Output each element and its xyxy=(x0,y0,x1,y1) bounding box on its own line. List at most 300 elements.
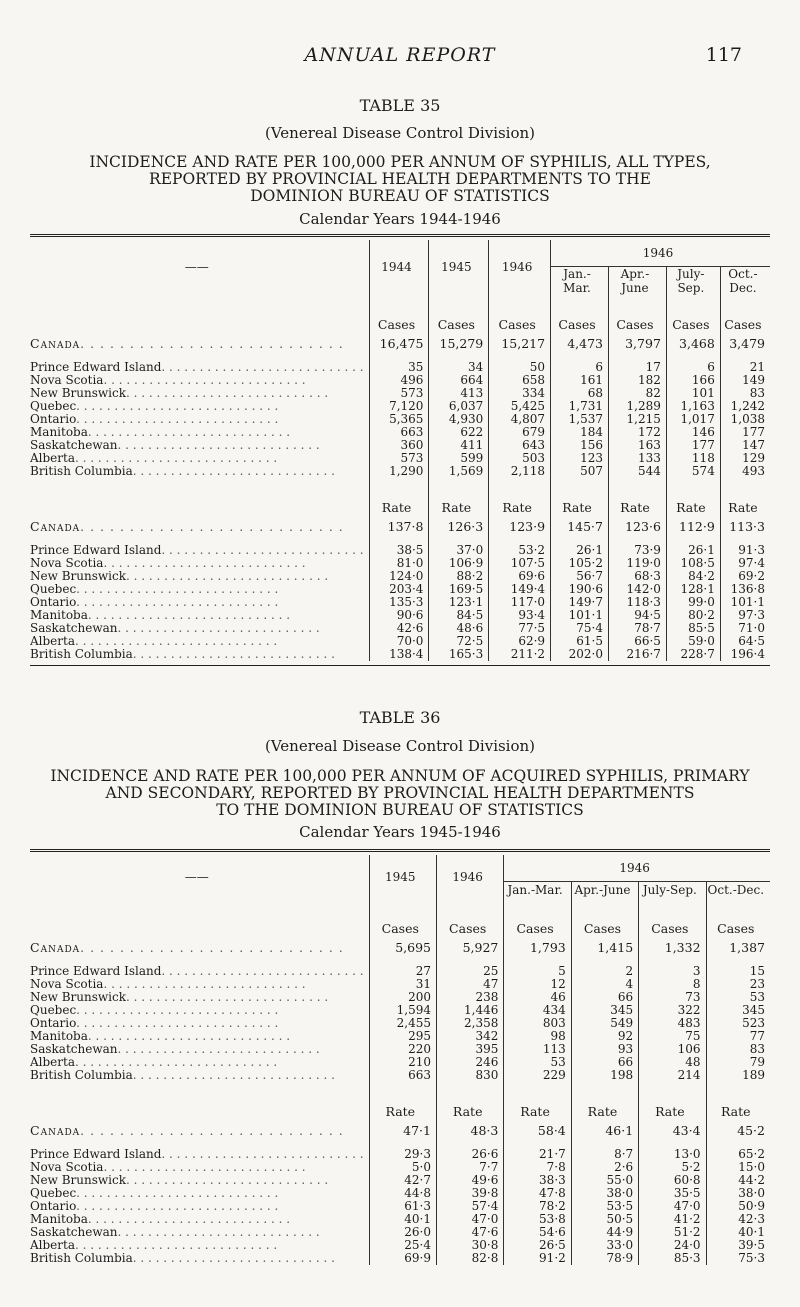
province-name: New Brunswick xyxy=(30,1174,126,1187)
row-label xyxy=(30,936,369,965)
running-title: ANNUAL REPORT xyxy=(304,44,496,66)
value-cell: 105·2 xyxy=(551,557,609,570)
province-name: Nova Scotia xyxy=(30,1161,104,1174)
value-cell: 25·4 xyxy=(369,1239,436,1252)
leader-dots: . . . . . . . . . . . . . . . . . . . . . . . . . . . xyxy=(75,451,278,465)
value-cell: 53 xyxy=(706,991,770,1004)
value-cell: 15,279 xyxy=(429,332,489,361)
table-36-body xyxy=(30,899,770,1265)
table-35-body xyxy=(30,295,770,661)
table-row xyxy=(30,1148,770,1161)
value-cell: 113 xyxy=(504,1043,571,1056)
province-name: Nova Scotia xyxy=(30,978,104,991)
value-cell: 48·6 xyxy=(429,622,489,635)
value-cell: 156 xyxy=(551,439,609,452)
table-row xyxy=(30,1213,770,1226)
value-cell: 40·1 xyxy=(369,1213,436,1226)
value-cell: 84·5 xyxy=(429,609,489,622)
table-36-title xyxy=(0,768,800,819)
province-name: Quebec xyxy=(30,1187,77,1200)
value-cell: 112·9 xyxy=(666,515,720,544)
unit-label: Rate xyxy=(666,478,720,515)
row-label xyxy=(30,413,369,426)
value-cell: 38·0 xyxy=(706,1187,770,1200)
title-line: REPORTED BY PROVINCIAL HEALTH DEPARTMENTS TO THE xyxy=(149,170,651,188)
province-name: Canada xyxy=(30,518,81,534)
province-name: Prince Edward Island xyxy=(30,1148,162,1161)
unit-label: Rate xyxy=(369,478,429,515)
unit-label: Cases xyxy=(551,295,609,332)
row-label xyxy=(30,1069,369,1082)
row-label xyxy=(30,583,369,596)
table-row xyxy=(30,1174,770,1187)
value-cell: 58·4 xyxy=(504,1119,571,1148)
row-label xyxy=(30,465,369,478)
province-name: New Brunswick xyxy=(30,386,126,400)
value-cell: 574 xyxy=(666,465,720,478)
value-cell: 145·7 xyxy=(551,515,609,544)
value-cell: 26·1 xyxy=(551,544,609,557)
value-cell: 1,446 xyxy=(436,1004,503,1017)
table-row xyxy=(30,1161,770,1174)
leader-dots: . . . . . . . . . . . . . . . . . . . . . . . . . . . xyxy=(161,543,364,557)
value-cell: 99·0 xyxy=(666,596,720,609)
value-cell: 149·4 xyxy=(489,583,551,596)
value-cell: 7·8 xyxy=(504,1161,571,1174)
table-35 xyxy=(30,240,770,661)
row-label xyxy=(30,1161,369,1174)
value-cell: 503 xyxy=(489,452,551,465)
province-name: British Columbia xyxy=(30,647,133,661)
value-cell: 1,017 xyxy=(666,413,720,426)
value-cell: 523 xyxy=(706,1017,770,1030)
leader-dots: . . . . . . . . . . . . . . . . . . . . . . . . . . . xyxy=(117,1226,320,1239)
value-cell: 2,455 xyxy=(369,1017,436,1030)
value-cell: 56·7 xyxy=(551,570,609,583)
value-cell: 57·4 xyxy=(436,1200,503,1213)
row-label xyxy=(30,1082,369,1119)
value-cell: 803 xyxy=(504,1017,571,1030)
unit-label: Cases xyxy=(639,899,706,936)
table-35-division: (Venereal Disease Control Division) xyxy=(264,124,536,142)
province-name: Manitoba xyxy=(30,425,88,439)
value-cell: 146 xyxy=(666,426,720,439)
table-row xyxy=(30,452,770,465)
value-cell: 147 xyxy=(720,439,770,452)
row-label xyxy=(30,991,369,1004)
table-35-years: Calendar Years 1944-1946 xyxy=(299,210,501,228)
value-cell: 177 xyxy=(720,426,770,439)
province-name: Alberta xyxy=(30,634,75,648)
leader-dots: . . . . . . . . . . . . . . . . . . . . . . . . . . . xyxy=(87,1030,291,1043)
value-cell: 228·7 xyxy=(666,648,720,661)
corner-cell: —— xyxy=(184,870,209,884)
row-label xyxy=(30,570,369,583)
value-cell: 345 xyxy=(571,1004,638,1017)
value-cell: 1,038 xyxy=(720,413,770,426)
leader-dots: . . . . . . . . . . . . . . . . . . . . . . . . . . . xyxy=(103,978,306,991)
value-cell: 106 xyxy=(639,1043,706,1056)
unit-label: Cases xyxy=(436,899,503,936)
row-label xyxy=(30,609,369,622)
quarter-header: July-Sep. xyxy=(639,881,706,899)
table-row xyxy=(30,465,770,478)
value-cell: 177 xyxy=(666,439,720,452)
row-label xyxy=(30,426,369,439)
leader-dots: . . . . . . . . . . . . . . . . . . . . . . . . . . . xyxy=(76,1017,279,1030)
value-cell: 68 xyxy=(551,387,609,400)
value-cell: 29·3 xyxy=(369,1148,436,1161)
leader-dots: . . . . . . . . . . . . . . . . . . . . . . . . . . . xyxy=(125,386,329,400)
value-cell: 119·0 xyxy=(608,557,666,570)
row-label xyxy=(30,1030,369,1043)
value-cell: 108·5 xyxy=(666,557,720,570)
value-cell: 2,118 xyxy=(489,465,551,478)
value-cell: 50·5 xyxy=(571,1213,638,1226)
province-name: Manitoba xyxy=(30,1030,88,1043)
value-cell: 53·8 xyxy=(504,1213,571,1226)
table-row xyxy=(30,400,770,413)
value-cell: 69·2 xyxy=(720,570,770,583)
table-35-title xyxy=(0,154,800,205)
value-cell: 53·2 xyxy=(489,544,551,557)
value-cell: 91·2 xyxy=(504,1252,571,1265)
row-label xyxy=(30,452,369,465)
value-cell: 82·8 xyxy=(436,1252,503,1265)
table-row xyxy=(30,1252,770,1265)
title-line: INCIDENCE AND RATE PER 100,000 PER ANNUM OF SYPHILIS, ALL TYPES, xyxy=(89,153,711,171)
value-cell: 64·5 xyxy=(720,635,770,648)
value-cell: 72·5 xyxy=(429,635,489,648)
value-cell: 21 xyxy=(720,361,770,374)
value-cell: 142·0 xyxy=(608,583,666,596)
quarter-header: Jan.-Mar. xyxy=(504,881,571,899)
unit-label: Cases xyxy=(666,295,720,332)
province-name: Quebec xyxy=(30,1004,77,1017)
value-cell: 26·0 xyxy=(369,1226,436,1239)
value-cell: 101·1 xyxy=(551,609,609,622)
value-cell: 123·9 xyxy=(489,515,551,544)
quarter-header: Apr.-June xyxy=(571,881,638,899)
value-cell: 38·0 xyxy=(571,1187,638,1200)
value-cell: 1,569 xyxy=(429,465,489,478)
unit-row xyxy=(30,478,770,515)
province-name: Nova Scotia xyxy=(30,556,104,570)
value-cell: 83 xyxy=(720,387,770,400)
value-cell: 1,387 xyxy=(706,936,770,965)
value-cell: 88·2 xyxy=(429,570,489,583)
value-cell: 135·3 xyxy=(369,596,429,609)
value-cell: 101·1 xyxy=(720,596,770,609)
row-label xyxy=(30,557,369,570)
value-cell: 39·5 xyxy=(706,1239,770,1252)
table-row xyxy=(30,1200,770,1213)
value-cell: 75·4 xyxy=(551,622,609,635)
value-cell: 34 xyxy=(429,361,489,374)
value-cell: 493 xyxy=(720,465,770,478)
value-cell: 71·0 xyxy=(720,622,770,635)
value-cell: 48·3 xyxy=(436,1119,503,1148)
value-cell: 117·0 xyxy=(489,596,551,609)
value-cell: 196·4 xyxy=(720,648,770,661)
row-label xyxy=(30,1043,369,1056)
value-cell: 50·9 xyxy=(706,1200,770,1213)
row-label xyxy=(30,635,369,648)
province-name: Alberta xyxy=(30,1239,75,1252)
value-cell: 345 xyxy=(706,1004,770,1017)
table-row xyxy=(30,1056,770,1069)
value-cell: 46 xyxy=(504,991,571,1004)
row-label xyxy=(30,400,369,413)
table-row xyxy=(30,635,770,648)
value-cell: 24·0 xyxy=(639,1239,706,1252)
value-cell: 5 xyxy=(504,965,571,978)
value-cell: 3,797 xyxy=(608,332,666,361)
value-cell: 69·9 xyxy=(369,1252,436,1265)
row-label xyxy=(30,361,369,374)
value-cell: 91·3 xyxy=(720,544,770,557)
value-cell: 42·6 xyxy=(369,622,429,635)
table-35-bottom-rule xyxy=(30,665,770,666)
unit-label: Cases xyxy=(720,295,770,332)
value-cell: 663 xyxy=(369,426,429,439)
value-cell: 5·2 xyxy=(639,1161,706,1174)
value-cell: 395 xyxy=(436,1043,503,1056)
unit-label: Rate xyxy=(429,478,489,515)
table-36-years: Calendar Years 1945-1946 xyxy=(299,823,501,841)
table-36-number: TABLE 36 xyxy=(359,708,441,727)
value-cell: 573 xyxy=(369,387,429,400)
value-cell: 51·2 xyxy=(639,1226,706,1239)
value-cell: 3,479 xyxy=(720,332,770,361)
value-cell: 78·9 xyxy=(571,1252,638,1265)
province-name: Prince Edward Island xyxy=(30,360,162,374)
value-cell: 182 xyxy=(608,374,666,387)
value-cell: 47 xyxy=(436,978,503,991)
value-cell: 50 xyxy=(489,361,551,374)
leader-dots: . . . . . . . . . . . . . . . . . . . . . . . . . . . xyxy=(161,1148,364,1161)
canada-total-row xyxy=(30,515,770,544)
value-cell: 202·0 xyxy=(551,648,609,661)
row-label xyxy=(30,1017,369,1030)
row-label xyxy=(30,1148,369,1161)
value-cell: 342 xyxy=(436,1030,503,1043)
value-cell: 98 xyxy=(504,1030,571,1043)
value-cell: 203·4 xyxy=(369,583,429,596)
value-cell: 165·3 xyxy=(429,648,489,661)
table-row xyxy=(30,583,770,596)
value-cell: 94·5 xyxy=(608,609,666,622)
leader-dots: . . . . . . . . . . . . . . . . . . . . . . . . . . . xyxy=(75,1239,278,1252)
value-cell: 507 xyxy=(551,465,609,478)
value-cell: 123 xyxy=(551,452,609,465)
value-cell: 246 xyxy=(436,1056,503,1069)
value-cell: 84·2 xyxy=(666,570,720,583)
leader-dots: . . . . . . . . . . . . . . . . . . . . . . . . . . . xyxy=(76,412,279,426)
leader-dots: . . . . . . . . . . . . . . . . . . . . . . . . . . . xyxy=(76,582,279,596)
value-cell: 118 xyxy=(666,452,720,465)
province-name: Manitoba xyxy=(30,1213,88,1226)
value-cell: 6 xyxy=(666,361,720,374)
province-name: Alberta xyxy=(30,451,75,465)
value-cell: 45·2 xyxy=(706,1119,770,1148)
province-name: Alberta xyxy=(30,1056,75,1069)
row-label xyxy=(30,439,369,452)
value-cell: 4,473 xyxy=(551,332,609,361)
table-35-top-rule xyxy=(30,234,770,237)
province-name: Ontario xyxy=(30,1017,77,1030)
value-cell: 27 xyxy=(369,965,436,978)
unit-label: Cases xyxy=(489,295,551,332)
leader-dots: . . . . . . . . . . . . . . . . . . . . . . . . . . . xyxy=(125,1174,329,1187)
value-cell: 106·9 xyxy=(429,557,489,570)
value-cell: 679 xyxy=(489,426,551,439)
row-label xyxy=(30,1213,369,1226)
leader-dots: . . . . . . . . . . . . . . . . . . . . . . . . . . . xyxy=(132,464,335,478)
value-cell: 107·5 xyxy=(489,557,551,570)
column-header: 1945 xyxy=(429,240,489,295)
province-name: Quebec xyxy=(30,399,77,413)
unit-label: Rate xyxy=(639,1082,706,1119)
column-header: 1946 xyxy=(489,240,551,295)
value-cell: 136·8 xyxy=(720,583,770,596)
unit-label: Rate xyxy=(608,478,666,515)
province-name: Ontario xyxy=(30,1200,77,1213)
value-cell: 216·7 xyxy=(608,648,666,661)
leader-dots: . . . . . . . . . . . . . . . . . . . . . . . . . . . xyxy=(87,608,291,622)
value-cell: 26·5 xyxy=(504,1239,571,1252)
leader-dots: . . . . . . . . . . . . . . . . . . . . . . . . . . . xyxy=(80,518,344,534)
value-cell: 15,217 xyxy=(489,332,551,361)
value-cell: 198 xyxy=(571,1069,638,1082)
table-row xyxy=(30,439,770,452)
value-cell: 4,930 xyxy=(429,413,489,426)
value-cell: 128·1 xyxy=(666,583,720,596)
page-header xyxy=(0,44,800,74)
value-cell: 97·3 xyxy=(720,609,770,622)
value-cell: 48 xyxy=(639,1056,706,1069)
row-label xyxy=(30,515,369,544)
value-cell: 1,537 xyxy=(551,413,609,426)
value-cell: 21·7 xyxy=(504,1148,571,1161)
value-cell: 65·2 xyxy=(706,1148,770,1161)
value-cell: 1,594 xyxy=(369,1004,436,1017)
table-row xyxy=(30,1187,770,1200)
value-cell: 3,468 xyxy=(666,332,720,361)
value-cell: 68·3 xyxy=(608,570,666,583)
value-cell: 118·3 xyxy=(608,596,666,609)
row-label xyxy=(30,332,369,361)
table-row xyxy=(30,1017,770,1030)
row-label xyxy=(30,648,369,661)
leader-dots: . . . . . . . . . . . . . . . . . . . . . . . . . . . xyxy=(75,634,278,648)
value-cell: 61·3 xyxy=(369,1200,436,1213)
value-cell: 113·3 xyxy=(720,515,770,544)
value-cell: 16,475 xyxy=(369,332,429,361)
value-cell: 13·0 xyxy=(639,1148,706,1161)
value-cell: 1,415 xyxy=(571,936,638,965)
unit-label: Rate xyxy=(369,1082,436,1119)
value-cell: 126·3 xyxy=(429,515,489,544)
value-cell: 44·9 xyxy=(571,1226,638,1239)
row-label xyxy=(30,1056,369,1069)
value-cell: 483 xyxy=(639,1017,706,1030)
value-cell: 413 xyxy=(429,387,489,400)
value-cell: 1,332 xyxy=(639,936,706,965)
unit-row xyxy=(30,899,770,936)
unit-label: Cases xyxy=(571,899,638,936)
value-cell: 4 xyxy=(571,978,638,991)
column-header: 1946 xyxy=(436,855,503,899)
province-name: Saskatchewan xyxy=(30,621,118,635)
value-cell: 138·4 xyxy=(369,648,429,661)
unit-label: Rate xyxy=(551,478,609,515)
leader-dots: . . . . . . . . . . . . . . . . . . . . . . . . . . . xyxy=(132,1252,335,1265)
value-cell: 38·3 xyxy=(504,1174,571,1187)
value-cell: 133 xyxy=(608,452,666,465)
value-cell: 47·6 xyxy=(436,1226,503,1239)
value-cell: 78·2 xyxy=(504,1200,571,1213)
value-cell: 210 xyxy=(369,1056,436,1069)
table-row xyxy=(30,1226,770,1239)
value-cell: 166 xyxy=(666,374,720,387)
value-cell: 92 xyxy=(571,1030,638,1043)
unit-label: Rate xyxy=(436,1082,503,1119)
table-row xyxy=(30,1030,770,1043)
unit-row xyxy=(30,1082,770,1119)
row-label xyxy=(30,1187,369,1200)
quarter-header: Jan.-Mar. xyxy=(551,266,609,295)
row-label xyxy=(30,965,369,978)
leader-dots: . . . . . . . . . . . . . . . . . . . . . . . . . . . xyxy=(125,991,329,1004)
leader-dots: . . . . . . . . . . . . . . . . . . . . . . . . . . . xyxy=(125,569,329,583)
table-row xyxy=(30,1239,770,1252)
quarter-header: Oct.-Dec. xyxy=(706,881,770,899)
value-cell: 189 xyxy=(706,1069,770,1082)
value-cell: 81·0 xyxy=(369,557,429,570)
row-label xyxy=(30,1252,369,1265)
unit-label: Cases xyxy=(369,295,429,332)
table-row xyxy=(30,978,770,991)
leader-dots: . . . . . . . . . . . . . . . . . . . . . . . . . . . xyxy=(87,1213,291,1226)
value-cell: 1,731 xyxy=(551,400,609,413)
value-cell: 496 xyxy=(369,374,429,387)
value-cell: 35·5 xyxy=(639,1187,706,1200)
value-cell: 44·8 xyxy=(369,1187,436,1200)
province-name: Canada xyxy=(30,335,81,351)
leader-dots: . . . . . . . . . . . . . . . . . . . . . . . . . . . xyxy=(103,556,306,570)
value-cell: 7·7 xyxy=(436,1161,503,1174)
value-cell: 334 xyxy=(489,387,551,400)
value-cell: 55·0 xyxy=(571,1174,638,1187)
table-row xyxy=(30,544,770,557)
table-row xyxy=(30,557,770,570)
value-cell: 77·5 xyxy=(489,622,551,635)
value-cell: 8·7 xyxy=(571,1148,638,1161)
value-cell: 82 xyxy=(608,387,666,400)
row-label xyxy=(30,978,369,991)
value-cell: 5,425 xyxy=(489,400,551,413)
value-cell: 322 xyxy=(639,1004,706,1017)
title-line: TO THE DOMINION BUREAU OF STATISTICS xyxy=(216,801,584,819)
value-cell: 643 xyxy=(489,439,551,452)
row-label xyxy=(30,622,369,635)
province-name: British Columbia xyxy=(30,464,133,478)
quarter-header: July-Sep. xyxy=(666,266,720,295)
value-cell: 38·5 xyxy=(369,544,429,557)
table-row xyxy=(30,596,770,609)
leader-dots: . . . . . . . . . . . . . . . . . . . . . . . . . . . xyxy=(75,1056,278,1069)
